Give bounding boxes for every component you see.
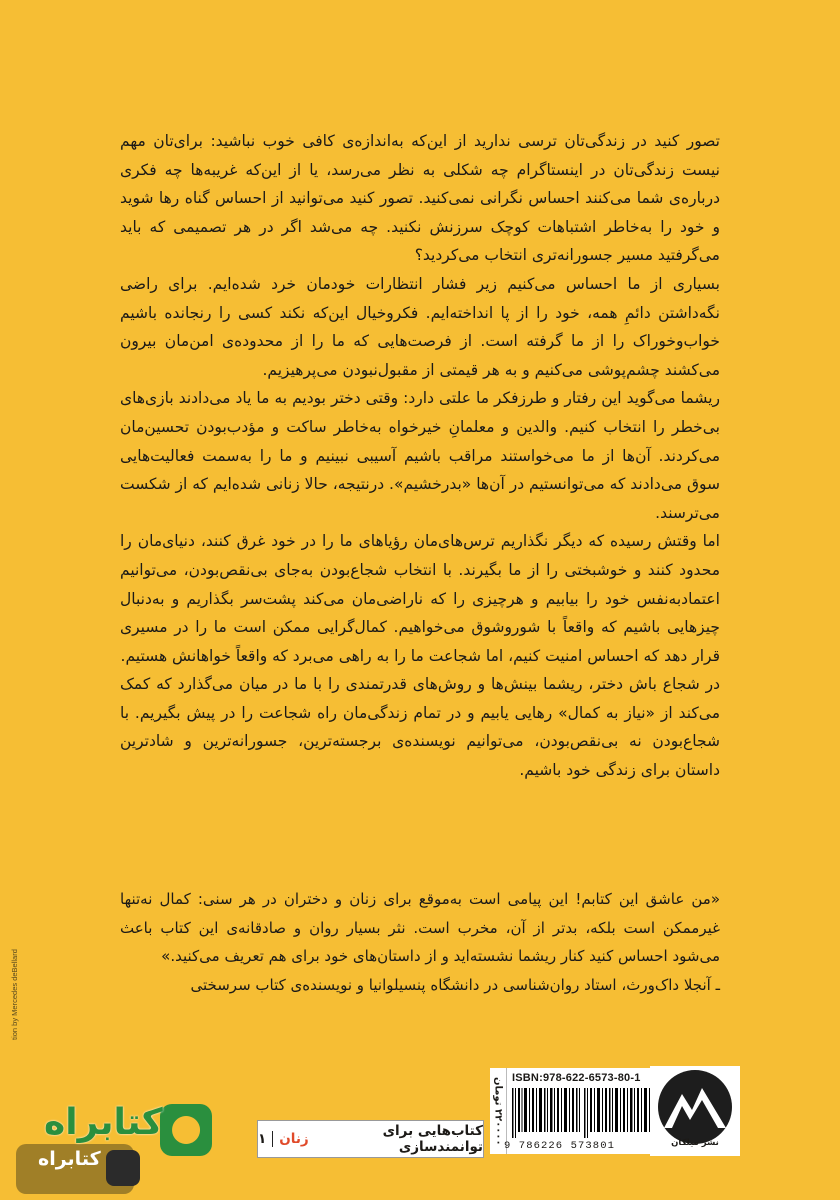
paragraph-5: در شجاع باش دختر، ریشما بینش‌ها و روش‌های قدرتمندی را با ما در میان می‌گذارد که کمک می‌کند از «نیاز به کمال» رهایی یابیم و در تمام زندگی‌مان راه شجاعت را در پیش بگیریم. با شجاع‌بودن نه بی‌نقص‌بودن، می‌توانیم نویسنده‌ی برجسته‌ترین، جسورانه‌ترین و شادترین داستان برای زندگی خود باشیم. <box>120 675 720 780</box>
publisher-logo <box>650 1066 740 1156</box>
series-label <box>257 1120 484 1158</box>
quote-attribution: ـ آنجلا داک‌ورث، استاد روان‌شناسی در دانشگاه پنسیلوانیا و نویسنده‌ی کتاب سرسختی <box>190 975 720 994</box>
barcode-bars <box>512 1088 664 1138</box>
publisher-name: نشر میلکان <box>671 1138 719 1148</box>
paragraph-1: تصور کنید در زندگی‌تان ترسی ندارید از این‌که به‌اندازه‌ی کافی خوب نباشید: برای‌تان مهم نیست زندگی‌تان در اینستاگرام چه شکلی به نظر می‌رسد، یا از این‌که غریبه‌ها چه فکری درباره‌ی شما می‌کنند احساس نگرانی نمی‌کنید. تصور کنید می‌توانید از احساس گناه رها شوید و خود را به‌خاطر اشتباهات کوچک سرزنش نکنید. چه می‌شد اگر در هر تصمیمی که باید می‌گرفتید مسیر جسورانه‌تری انتخاب می‌کردید؟ <box>120 132 720 265</box>
paragraph-3: ریشما می‌گوید این رفتار و طرزفکر ما علتی دارد: وقتی دختر بودیم به ما یاد می‌دادند بازی‌های بی‌خطر را انتخاب کنیم. والدین و معلمانِ خیرخواه به‌خاطر ساکت و مؤدب‌بودن تحسین‌مان می‌کردند. آن‌ها از ما می‌خواستند مراقب باشیم آسیبی نبینیم و ما را به‌سمت فعالیت‌هایی سوق می‌دادند که می‌توانستیم در آن‌ها «بدرخشیم». درنتیجه، حالا زنانی شده‌ایم که از شکست می‌ترسند. <box>120 389 720 522</box>
series-number: ۱ <box>258 1131 273 1147</box>
isbn-text: ISBN:978-622-6573-80-1 <box>512 1072 641 1084</box>
paragraph-4: اما وقتش رسیده که دیگر نگذاریم ترس‌های‌مان رؤیاهای ما را در خود غرق کنند، دنیای‌مان را محدود کنند و خوشبختی را از ما بگیرند. با انتخاب شجاع‌بودن به‌جای بی‌نقص‌بودن، می‌توانیم اعتمادبه‌نفس خود را بیابیم و هرچیزی را که ناراضی‌مان می‌کند پشت‌سر بگذاریم و به‌دنبال چیزهایی باشیم که واقعاً با شوروشوق می‌خواهیم. کمال‌گرایی ممکن است ما را در مسیری قرار دهد که احساس امنیت کنیم، اما شجاعت ما را به راهی می‌برد که واقعاً خواهانش هستیم. <box>120 532 720 665</box>
paragraph-2: بسیاری از ما احساس می‌کنیم زیر فشار انتظارات خودمان خرد شده‌ایم. برای راضی نگه‌داشتن دائمِ همه، خود را از پا انداخته‌ایم. فکروخیال این‌که نکند کسی را رنجانده باشیم خواب‌وخوراک را از ما گرفته است. از فرصت‌هایی که ما را از محدوده‌ی امن‌مان بیرون می‌کشند چشم‌پوشی می‌کنیم و به هر قیمتی از مقبول‌نبودن می‌پرهیزیم. <box>120 274 720 379</box>
series-prefix: کتاب‌هایی برای توانمندسازی <box>382 1123 483 1155</box>
series-accent: زنان <box>279 1131 309 1147</box>
illustration-credit: tion by Mercedes deBellard <box>10 949 19 1040</box>
back-cover-description <box>120 127 720 785</box>
price-label: ۲۲۰۰۰۰ تومان <box>490 1068 507 1154</box>
endorsement-quote <box>120 885 720 999</box>
mountain-logo-icon <box>658 1070 732 1144</box>
watermark-text-secondary: کتابراه <box>38 1148 101 1170</box>
watermark-text-primary: کتابراه <box>44 1102 163 1143</box>
barcode-digits: 9 786226 573801 <box>504 1140 616 1152</box>
quote-text: «من عاشق این کتابم! این پیامی است به‌موقع برای زنان و دختران در هر سنی: کمال نه‌تنها غیرممکن است بلکه، بدتر از آن، مخرب است. نثر بسیار روان و صادقانه‌ی این کتاب باعث می‌شود احساس کنید کنار ریشما نشسته‌اید و از داستان‌های خود برای هم تعریف می‌کنید.» <box>120 890 720 966</box>
